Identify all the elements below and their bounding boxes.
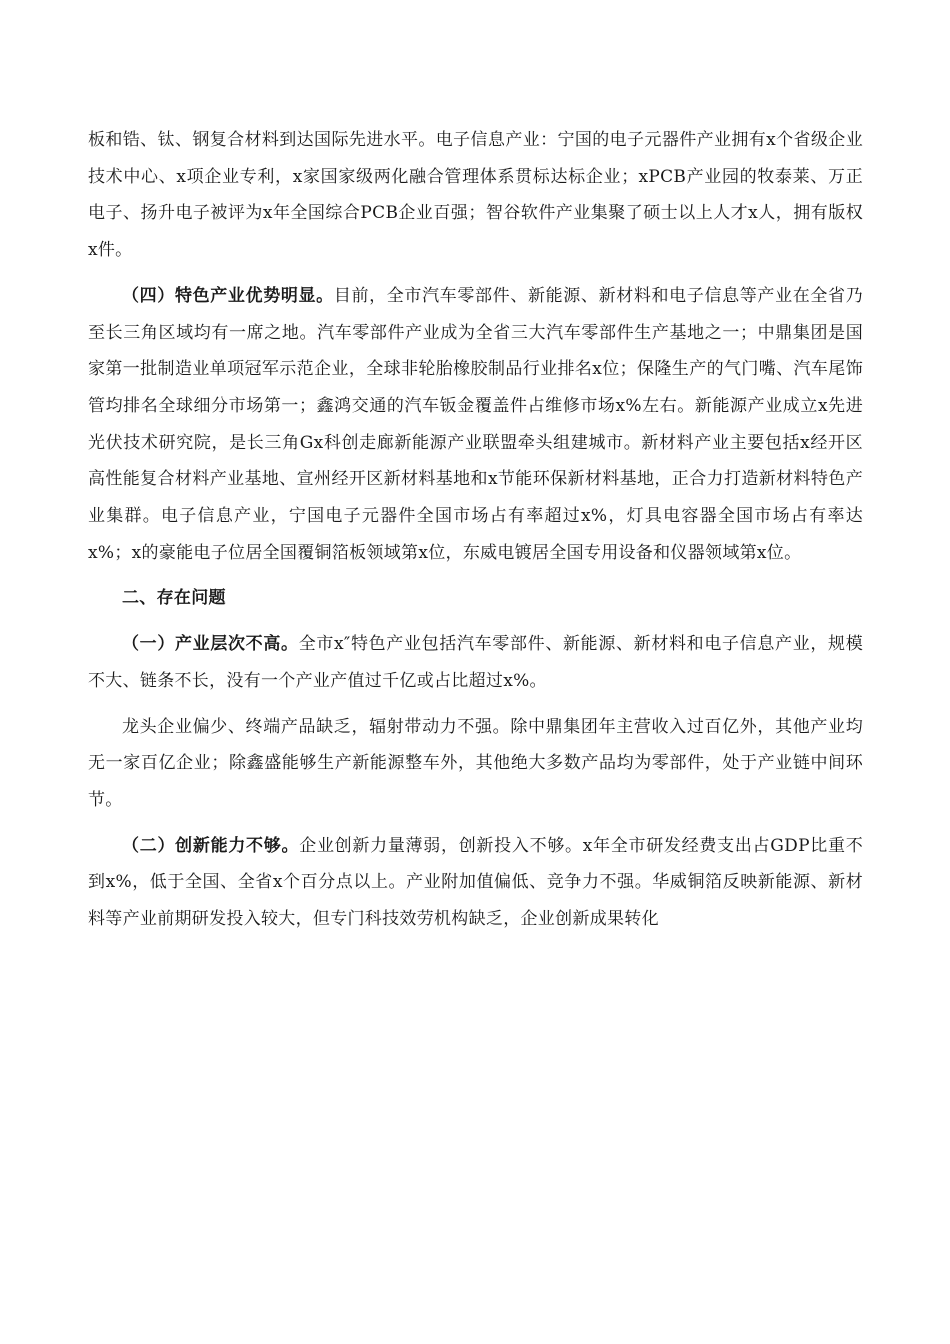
paragraph-lead-heading: （一）产业层次不高。 [122, 634, 299, 655]
document-body [88, 122, 863, 947]
paragraph-text: 板和锆、钛、钢复合材料到达国际先进水平。电子信息产业：宁国的电子元器件产业拥有x个省级企业技术中心、x项企业专利，x家国家级两化融合管理体系贯标达标企业；xPCB产业园的牧泰莱、万正电子、扬升电子被评为x年全国综合PCB企业百强；智谷软件产业集聚了硕士以上人才x人，拥有版权x件。 [88, 130, 863, 261]
paragraph-text: 目前，全市汽车零部件、新能源、新材料和电子信息等产业在全省乃至长三角区域均有一席之地。汽车零部件产业成为全省三大汽车零部件生产基地之一；中鼎集团是国家第一批制造业单项冠军示范企业，全球非轮胎橡胶制品行业排名x位；保隆生产的气门嘴、汽车尾饰管均排名全球细分市场第一；鑫鸿交通的汽车钣金覆盖件占维修市场x%左右。新能源产业成立x先进光伏技术研究院，是长三角Gx科创走廊新能源产业联盟牵头组建城市。新材料产业主要包括x经开区高性能复合材料产业基地、宣州经开区新材料基地和x节能环保新材料基地，正合力打造新材料特色产业集群。电子信息产业，宁国电子元器件全国市场占有率超过x%，灯具电容器全国市场占有率达x%；x的豪能电子位居全国覆铜箔板领域第x位，东威电镀居全国专用设备和仪器领域第x位。 [88, 285, 863, 563]
paragraph-innovation [88, 828, 863, 938]
paragraph-leading-enterprises [88, 709, 863, 819]
paragraph-featured-industries [88, 278, 863, 572]
paragraph-lead-heading: （四）特色产业优势明显。 [122, 285, 334, 306]
paragraph-text: 龙头企业偏少、终端产品缺乏，辐射带动力不强。除中鼎集团年主营收入过百亿外，其他产业均无一家百亿企业；除鑫盛能够生产新能源整车外，其他绝大多数产品均为零部件，处于产业链中间环节。 [88, 716, 863, 810]
paragraph-text: 全市x″特色产业包括汽车零部件、新能源、新材料和电子信息产业，规模不大、链条不长，没有一个产业产值过千亿或占比超过x%。 [88, 634, 863, 691]
paragraph-industry-level [88, 626, 863, 699]
paragraph-electronics-continued [88, 122, 863, 269]
paragraph-text: 企业创新力量薄弱，创新投入不够。x年全市研发经费支出占GDP比重不到x%，低于全国、全省x个百分点以上。产业附加值偏低、竞争力不强。华威铜箔反映新能源、新材料等产业前期研发投入较大，但专门科技效劳机构缺乏，企业创新成果转化 [88, 835, 863, 930]
paragraph-lead-heading: （二）创新能力不够。 [122, 835, 300, 856]
section-heading-problems: 二、存在问题 [122, 588, 226, 609]
